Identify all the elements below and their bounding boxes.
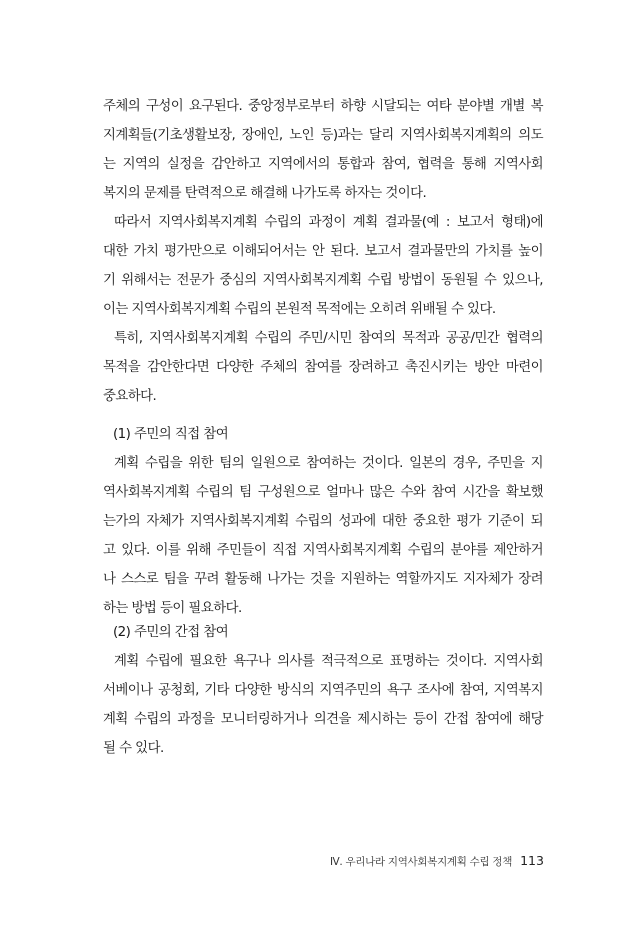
- text-line: 계획 수립을 위한 팀의 일원으로 참여하는 것이다. 일본의 경우, 주민을 지: [114, 456, 543, 471]
- running-chapter-title: Ⅳ. 우리나라 지역사회복지계획 수립 정책: [330, 856, 513, 868]
- text-line: 기 위해서는 전문가 중심의 지역사회복지계획 수립 방법이 동원될 수 있으나,: [103, 273, 543, 288]
- text-line: 될 수 있다.: [103, 741, 164, 756]
- paragraph-participation: [103, 324, 543, 411]
- text-line: 특히, 지역사회복지계획 수립의 주민/시민 참여의 목적과 공공/민간 협력의: [114, 331, 543, 346]
- paragraph-evaluation: [103, 208, 543, 324]
- text-line: 이는 지역사회복지계획 수립의 본원적 목적에는 오히려 위배될 수 있다.: [103, 302, 496, 317]
- text-line: 는 지역의 실정을 감안하고 지역에서의 통합과 참여, 협력을 통해 지역사회: [103, 157, 543, 172]
- text-line: 서베이나 공청회, 기타 다양한 방식의 지역주민의 욕구 조사에 참여, 지역복지: [103, 683, 543, 698]
- text-line: 계획 수립에 필요한 욕구나 의사를 적극적으로 표명하는 것이다. 지역사회: [114, 654, 543, 669]
- text-line: 역사회복지계획 수립의 팀 구성원으로 얼마나 많은 수와 참여 시간을 확보했: [103, 485, 543, 500]
- section-indirect-participation: [103, 618, 543, 763]
- section-heading: (2) 주민의 간접 참여: [113, 625, 229, 640]
- text-line: 따라서 지역사회복지계획 수립의 과정이 계획 결과물(예 : 보고서 형태)에: [114, 215, 543, 230]
- text-line: 고 있다. 이를 위해 주민들이 직접 지역사회복지계획 수립의 분야를 제안하거: [103, 543, 543, 558]
- text-line: 지계획들(기초생활보장, 장애인, 노인 등)과는 달리 지역사회복지계획의 의도: [103, 128, 543, 143]
- text-line: 계획 수립의 과정을 모니터링하거나 의견을 제시하는 등이 간접 참여에 해당: [103, 712, 543, 727]
- text-line: 목적을 감안한다면 다양한 주체의 참여를 장려하고 촉진시키는 방안 마련이: [103, 360, 543, 375]
- page-footer: [330, 852, 543, 870]
- section-direct-participation: [103, 420, 543, 623]
- text-line: 는가의 자체가 지역사회복지계획 수립의 성과에 대한 중요한 평가 기준이 되: [103, 514, 543, 529]
- paragraph-intro: [103, 92, 543, 208]
- page-number: 113: [520, 853, 544, 868]
- text-line: 대한 가치 평가만으로 이해되어서는 안 된다. 보고서 결과물만의 가치를 높이: [103, 244, 543, 259]
- text-line: 중요하다.: [103, 389, 157, 404]
- text-line: 나 스스로 팀을 꾸려 활동해 나가는 것을 지원하는 역할까지도 지자체가 장려: [103, 572, 543, 587]
- text-line: 주체의 구성이 요구된다. 중앙정부로부터 하향 시달되는 여타 분야별 개별 복: [103, 99, 543, 114]
- section-heading: (1) 주민의 직접 참여: [113, 427, 229, 442]
- text-line: 하는 방법 등이 필요하다.: [103, 601, 242, 616]
- text-line: 복지의 문제를 탄력적으로 해결해 나가도록 하자는 것이다.: [103, 186, 427, 201]
